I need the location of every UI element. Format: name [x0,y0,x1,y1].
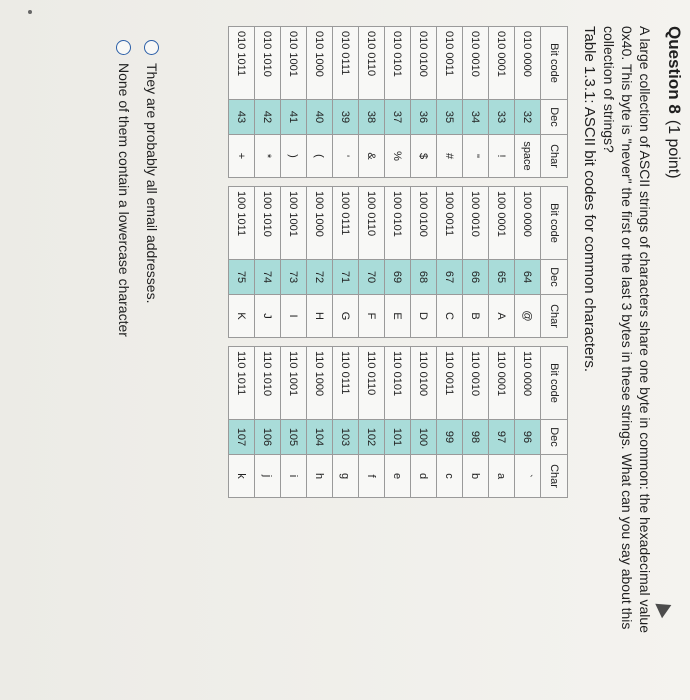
table-row [463,187,489,338]
bit-code-cell: 100 0110 [359,187,385,260]
bit-code-cell: 010 0100 [411,27,437,100]
dec-cell: 40 [307,100,333,135]
dec-cell: 74 [255,260,281,295]
radio-button[interactable] [145,40,160,55]
table-row [411,347,437,498]
table-caption: Table 1.3.1: ASCII bit codes for common characters. [581,26,598,372]
char-cell: " [463,135,489,178]
dec-cell: 99 [437,420,463,455]
char-cell: J [255,295,281,338]
table-row [515,27,541,178]
bit-code-cell: 010 1010 [255,27,281,100]
bit-code-cell: 100 0001 [489,187,515,260]
bit-code-cell: 110 0101 [385,347,411,420]
char-cell: + [229,135,255,178]
bit-code-cell: 100 1000 [307,187,333,260]
char-cell: & [359,135,385,178]
table-row [333,187,359,338]
dec-cell: 33 [489,100,515,135]
bit-code-cell: 010 0000 [515,27,541,100]
table-row [411,187,437,338]
bit-code-cell: 010 1001 [281,27,307,100]
table-row [333,27,359,178]
bit-code-cell: 100 0101 [385,187,411,260]
char-header: Char [541,135,568,178]
dec-cell: 43 [229,100,255,135]
char-cell: ( [307,135,333,178]
dec-cell: 37 [385,100,411,135]
table-row [359,187,385,338]
answer-option-label: None of them contain a lowercase character [116,63,132,337]
answer-option-2[interactable] [116,40,132,337]
dec-cell: 36 [411,100,437,135]
char-cell: * [255,135,281,178]
table-row [359,27,385,178]
table-row [229,347,255,498]
cursor-arrow-icon [655,598,674,618]
ascii-table-1 [228,26,568,178]
bit-code-cell: 110 1011 [229,347,255,420]
bit-code-cell: 110 0010 [463,347,489,420]
table-row [385,27,411,178]
char-header: Char [541,455,568,498]
bit-code-cell: 010 0010 [463,27,489,100]
char-cell: a [489,455,515,498]
bit-code-cell: 100 0010 [463,187,489,260]
char-cell: E [385,295,411,338]
bit-code-cell: 100 1010 [255,187,281,260]
table-row [385,347,411,498]
table-row [437,27,463,178]
char-cell: H [307,295,333,338]
char-cell: k [229,455,255,498]
char-cell: C [437,295,463,338]
dec-cell: 68 [411,260,437,295]
bit-code-cell: 110 0011 [437,347,463,420]
answer-option-1[interactable] [144,40,160,337]
ascii-table-2 [228,186,568,338]
bit-code-cell: 110 1010 [255,347,281,420]
dec-cell: 35 [437,100,463,135]
table-row [385,187,411,338]
dec-cell: 70 [359,260,385,295]
dec-cell: 41 [281,100,307,135]
char-cell: B [463,295,489,338]
bit-code-cell: 110 0000 [515,347,541,420]
bit-code-cell: 110 1000 [307,347,333,420]
ascii-tables [228,26,568,498]
char-cell: % [385,135,411,178]
dec-cell: 34 [463,100,489,135]
bit-code-cell: 100 0011 [437,187,463,260]
bit-code-header: Bit code [541,187,568,260]
bit-code-cell: 110 0100 [411,347,437,420]
table-row [307,27,333,178]
dec-cell: 105 [281,420,307,455]
bit-code-cell: 110 1001 [281,347,307,420]
bit-code-cell: 100 0111 [333,187,359,260]
char-cell: ! [489,135,515,178]
radio-button[interactable] [117,40,132,55]
dec-cell: 65 [489,260,515,295]
table-row [307,187,333,338]
dec-cell: 101 [385,420,411,455]
question-points: (1 point) [665,119,682,179]
ascii-table-3 [228,346,568,498]
dec-cell: 64 [515,260,541,295]
table-row [515,347,541,498]
dec-cell: 69 [385,260,411,295]
char-cell: j [255,455,281,498]
dec-cell: 72 [307,260,333,295]
char-cell: ' [333,135,359,178]
dec-cell: 38 [359,100,385,135]
table-header-row [541,187,568,338]
char-header: Char [541,295,568,338]
table-row [229,187,255,338]
bit-code-cell: 110 0110 [359,347,385,420]
char-cell: # [437,135,463,178]
dec-cell: 106 [255,420,281,455]
table-row [307,347,333,498]
dec-cell: 71 [333,260,359,295]
char-cell: A [489,295,515,338]
table-header-row [541,27,568,178]
bit-code-cell: 010 1000 [307,27,333,100]
dec-cell: 39 [333,100,359,135]
char-cell: F [359,295,385,338]
dec-cell: 98 [463,420,489,455]
dec-cell: 104 [307,420,333,455]
char-cell: @ [515,295,541,338]
bit-code-cell: 010 0101 [385,27,411,100]
table-row [489,347,515,498]
table-row [229,27,255,178]
char-cell: f [359,455,385,498]
char-cell: i [281,455,307,498]
table-row [411,27,437,178]
answer-option-label: They are probably all email addresses. [144,63,160,304]
table-row [333,347,359,498]
char-cell: c [437,455,463,498]
dec-cell: 32 [515,100,541,135]
table-row [255,187,281,338]
dec-cell: 100 [411,420,437,455]
bit-code-cell: 010 0111 [333,27,359,100]
bit-code-header: Bit code [541,347,568,420]
table-row [359,347,385,498]
char-cell: space [515,135,541,178]
char-cell: e [385,455,411,498]
dec-cell: 73 [281,260,307,295]
bit-code-header: Bit code [541,27,568,100]
char-cell: I [281,295,307,338]
question-title: Question 8 [665,26,684,114]
bit-code-cell: 010 0110 [359,27,385,100]
table-row [489,187,515,338]
dec-header: Dec [541,100,568,135]
bit-code-cell: 010 0001 [489,27,515,100]
char-cell: G [333,295,359,338]
bit-code-cell: 100 1001 [281,187,307,260]
table-header-row [541,347,568,498]
char-cell: D [411,295,437,338]
char-cell: ` [515,455,541,498]
table-row [255,27,281,178]
table-row [255,347,281,498]
bit-code-cell: 100 0000 [515,187,541,260]
bit-code-cell: 110 0001 [489,347,515,420]
table-row [281,187,307,338]
table-row [463,347,489,498]
dec-cell: 107 [229,420,255,455]
dec-cell: 96 [515,420,541,455]
table-row [515,187,541,338]
char-cell: ) [281,135,307,178]
char-cell: g [333,455,359,498]
dec-cell: 67 [437,260,463,295]
table-row [437,347,463,498]
char-cell: K [229,295,255,338]
char-cell: d [411,455,437,498]
dec-cell: 103 [333,420,359,455]
bit-code-cell: 100 0100 [411,187,437,260]
dec-cell: 75 [229,260,255,295]
dec-cell: 66 [463,260,489,295]
dec-cell: 42 [255,100,281,135]
table-row [463,27,489,178]
bit-code-cell: 100 1011 [229,187,255,260]
dec-cell: 102 [359,420,385,455]
dec-cell: 97 [489,420,515,455]
table-row [437,187,463,338]
question-header [664,26,684,179]
table-row [281,347,307,498]
question-text: A large collection of ASCII strings of characters share one byte in common: the hexadecimal value 0x40. This byte is "never" the first or the last 3 bytes in these strings. What can you say about this collection of strings? [601,26,653,633]
bullet-dot-icon [28,10,32,14]
bit-code-cell: 010 0011 [437,27,463,100]
table-row [281,27,307,178]
table-row [489,27,515,178]
bit-code-cell: 110 0111 [333,347,359,420]
dec-header: Dec [541,420,568,455]
bit-code-cell: 010 1011 [229,27,255,100]
dec-header: Dec [541,260,568,295]
char-cell: h [307,455,333,498]
char-cell: b [463,455,489,498]
answer-options [104,40,160,337]
char-cell: $ [411,135,437,178]
